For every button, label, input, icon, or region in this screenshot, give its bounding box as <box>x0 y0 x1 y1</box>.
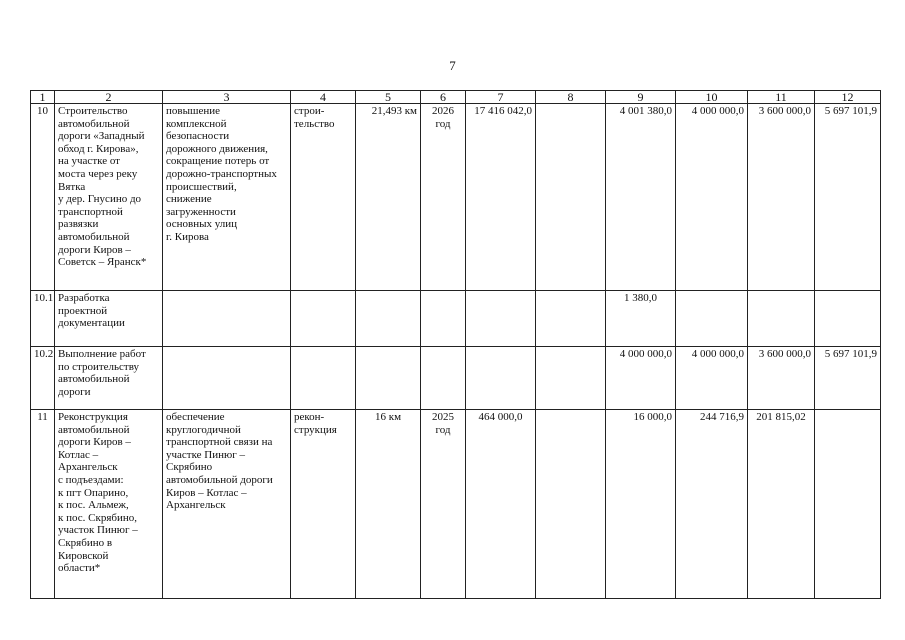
cost-col-10: 4 000 000,0 <box>676 104 748 291</box>
year-value <box>421 347 466 410</box>
cost-col-7: 464 000,0 <box>466 410 536 599</box>
cost-col-8 <box>536 347 606 410</box>
cost-col-9: 1 380,0 <box>606 291 676 347</box>
header-cell: 5 <box>356 91 421 104</box>
cost-col-10: 244 716,9 <box>676 410 748 599</box>
cost-col-12 <box>815 291 881 347</box>
cost-col-7 <box>466 291 536 347</box>
cost-col-9: 4 000 000,0 <box>606 347 676 410</box>
cost-col-7 <box>466 347 536 410</box>
object-name: Выполнение работ по строительству автомобильной дороги <box>55 347 163 410</box>
year-value <box>421 291 466 347</box>
object-name: Реконструкция автомобильной дороги Киров – Котлас – Архангельск с подъездами: к пгт Опарино, к пос. Альмеж, к пос. Скрябино, участок Пинюг – Скрябино в Кировской области* <box>55 410 163 599</box>
length-value: 21,493 км <box>356 104 421 291</box>
cost-col-12: 5 697 101,9 <box>815 104 881 291</box>
object-goal <box>163 347 291 410</box>
table-row <box>31 291 881 347</box>
header-cell: 3 <box>163 91 291 104</box>
object-goal: обеспечение круглогодичной транспортной связи на участке Пинюг – Скрябино автомобильной дороги Киров – Котлас – Архангельск <box>163 410 291 599</box>
header-cell: 12 <box>815 91 881 104</box>
table-row <box>31 347 881 410</box>
length-value <box>356 291 421 347</box>
header-row <box>31 91 881 104</box>
object-name: Строительство автомобильной дороги «Западный обход г. Кирова», на участке от моста через реку Вятка у дер. Гнусино до транспортной развязки автомобильной дороги Киров – Советск – Яранск* <box>55 104 163 291</box>
header-cell: 2 <box>55 91 163 104</box>
object-goal <box>163 291 291 347</box>
program-table <box>30 90 881 599</box>
cost-col-8 <box>536 291 606 347</box>
year-value: 2026 год <box>421 104 466 291</box>
header-cell: 10 <box>676 91 748 104</box>
cost-col-9: 16 000,0 <box>606 410 676 599</box>
cost-col-11: 201 815,02 <box>748 410 815 599</box>
cost-col-12 <box>815 410 881 599</box>
header-cell: 9 <box>606 91 676 104</box>
year-value: 2025 год <box>421 410 466 599</box>
table-row <box>31 410 881 599</box>
cost-col-10: 4 000 000,0 <box>676 347 748 410</box>
work-type <box>291 291 356 347</box>
work-type: строи- тельство <box>291 104 356 291</box>
header-cell: 6 <box>421 91 466 104</box>
header-cell: 11 <box>748 91 815 104</box>
page-number: 7 <box>449 58 456 73</box>
cost-col-11 <box>748 291 815 347</box>
object-goal: повышение комплексной безопасности дорожного движения, сокращение потерь от дорожно-транспортных происшествий, снижение загруженности основных улиц г. Кирова <box>163 104 291 291</box>
header-cell: 7 <box>466 91 536 104</box>
cost-col-12: 5 697 101,9 <box>815 347 881 410</box>
header-cell: 4 <box>291 91 356 104</box>
work-type: рекон- струкция <box>291 410 356 599</box>
cost-col-8 <box>536 410 606 599</box>
row-number: 10 <box>31 104 55 291</box>
cost-col-10 <box>676 291 748 347</box>
object-name: Разработка проектной документации <box>55 291 163 347</box>
row-number: 11 <box>31 410 55 599</box>
header-cell: 8 <box>536 91 606 104</box>
table-row <box>31 104 881 291</box>
cost-col-9: 4 001 380,0 <box>606 104 676 291</box>
row-number: 10.1 <box>31 291 55 347</box>
length-value: 16 км <box>356 410 421 599</box>
length-value <box>356 347 421 410</box>
row-number: 10.2 <box>31 347 55 410</box>
cost-col-8 <box>536 104 606 291</box>
cost-col-7: 17 416 042,0 <box>466 104 536 291</box>
header-cell: 1 <box>31 91 55 104</box>
work-type <box>291 347 356 410</box>
cost-col-11: 3 600 000,0 <box>748 347 815 410</box>
cost-col-11: 3 600 000,0 <box>748 104 815 291</box>
